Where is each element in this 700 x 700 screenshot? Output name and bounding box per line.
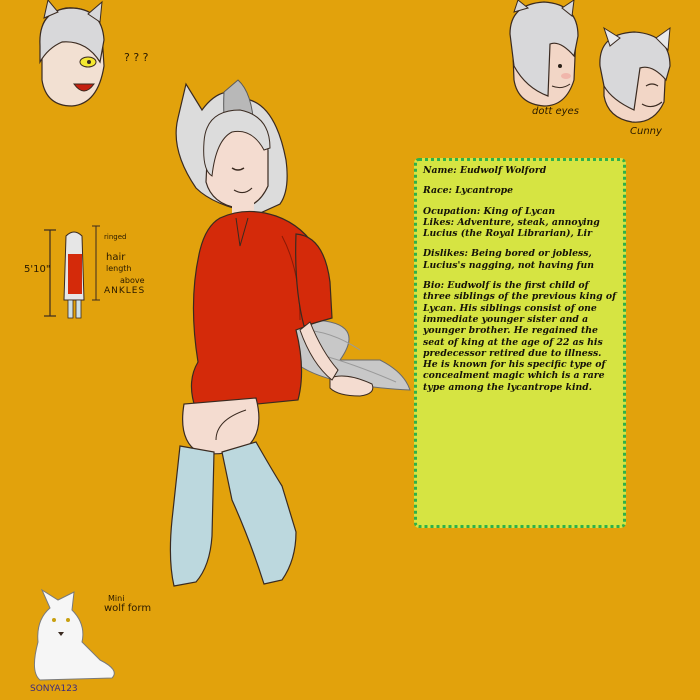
cunny-head-sketch <box>600 28 670 122</box>
info-race: Race: Lycantrope <box>423 185 514 197</box>
hair-note-line-3: above <box>120 276 145 285</box>
main-character <box>170 80 410 586</box>
info-occupation: Ocupation: King of Lycan <box>423 205 556 217</box>
hair-note-line-1: hair <box>106 252 126 263</box>
height-note: 5'10" <box>24 264 51 275</box>
confused-head-sketch <box>40 0 104 106</box>
info-dislikes: Dislikes: Being bored or jobless, Lucius's nagging, not having fun <box>423 248 595 271</box>
confused-note: ? ? ? <box>124 51 149 64</box>
height-reference-sketch <box>44 226 100 318</box>
wolf-form-line-1: Mini <box>108 594 125 603</box>
character-info-panel <box>414 158 626 528</box>
mini-wolf-sketch <box>34 590 114 680</box>
info-name: Name: Eudwolf Wolford <box>423 165 547 176</box>
wolf-form-line-2: wolf form <box>104 603 152 614</box>
cunny-note: Cunny <box>630 126 662 137</box>
ringed-note: ringed <box>104 233 127 241</box>
info-bio: Bio: Eudwolf is the first child of three siblings of the previous king of Lycan. His siblings consist of one immediate younger sister and a younger brother. He regained the seat of king at the age of 22 as his predecessor retired due to illness. He is known for his specific type of concealment magic which is a rare type among the lycantrope kind. <box>423 280 617 393</box>
info-likes: Likes: Adventure, steak, annoying Lucius (the Royal Librarian), Lir <box>423 216 600 240</box>
hair-note-line-2: length <box>106 264 132 273</box>
hair-note-line-4: ANKLES <box>104 286 146 296</box>
dott-eyes-note: dott eyes <box>532 106 579 117</box>
dott-eyes-head-sketch <box>510 0 578 106</box>
artist-signature: SONYA123 <box>30 684 78 694</box>
